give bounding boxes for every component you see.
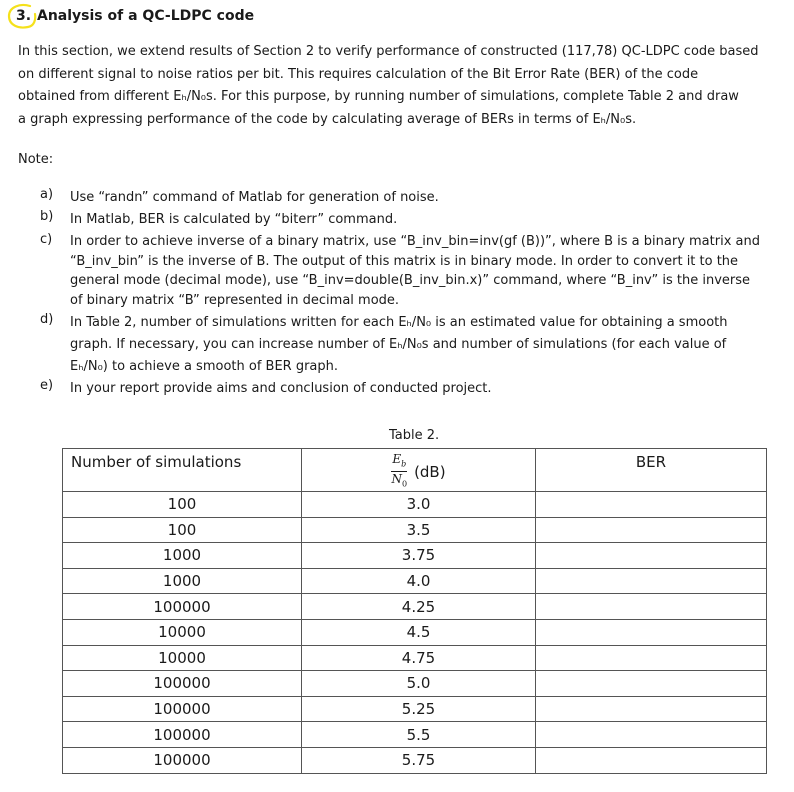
note-line: of binary matrix “B” represented in decimal mode. — [70, 292, 400, 308]
cell-simulations: 100 — [63, 492, 302, 518]
cell-ebno: 3.5 — [302, 517, 536, 543]
cell-ebno: 5.5 — [302, 722, 536, 748]
cell-ber[interactable] — [536, 619, 767, 645]
cell-ebno: 5.25 — [302, 696, 536, 722]
cell-ber[interactable] — [536, 671, 767, 697]
table-body — [63, 492, 767, 774]
note-label: Note: — [18, 152, 54, 167]
table-row — [63, 543, 767, 569]
ebno-fraction — [391, 453, 407, 491]
ebno-denominator — [391, 472, 407, 490]
cell-ebno: 3.75 — [302, 543, 536, 569]
note-line: In order to achieve inverse of a binary matrix, use “B_inv_bin=inv(gf (B))”, where B is a binary matrix and — [70, 234, 760, 249]
ebno-denominator-subscript: 0 — [402, 479, 408, 489]
ebno-denominator-symbol: N — [391, 472, 403, 487]
intro-line: on different signal to noise ratios per bit. This requires calculation of the Bit Error Rate (BER) of the code — [18, 66, 699, 82]
table-row — [63, 517, 767, 543]
note-line: “B_inv_bin” is the inverse of B. The output of this matrix is in binary mode. In order to convert it to the — [70, 253, 739, 269]
cell-ber[interactable] — [536, 696, 767, 722]
note-item-d — [40, 312, 770, 378]
ebno-numerator — [391, 453, 407, 472]
note-line: In your report provide aims and conclusion of conducted project. — [70, 381, 492, 396]
cell-simulations: 100 — [63, 517, 302, 543]
cell-ebno: 5.0 — [302, 671, 536, 697]
note-line: In Table 2, number of simulations written for each Eₕ/N₀ is an estimated value for obtaining a smooth — [70, 315, 728, 330]
table-caption: Table 2. — [389, 428, 440, 443]
intro-line: obtained from different Eₕ/N₀s. For this purpose, by running number of simulations, complete Table 2 and draw — [18, 89, 739, 104]
note-marker: a) — [40, 187, 54, 202]
cell-ebno: 4.0 — [302, 568, 536, 594]
intro-line: a graph expressing performance of the code by calculating average of BERs in terms of Eₕ/N₀s. — [18, 111, 637, 127]
note-marker: b) — [40, 209, 54, 224]
cell-ebno: 4.25 — [302, 594, 536, 620]
table-row — [63, 619, 767, 645]
cell-ber[interactable] — [536, 517, 767, 543]
note-marker: e) — [40, 378, 54, 393]
header-simulations: Number of simulations — [63, 449, 302, 492]
cell-ber[interactable] — [536, 543, 767, 569]
section-number: 3. — [16, 8, 32, 24]
table-row — [63, 492, 767, 518]
cell-simulations: 10000 — [63, 645, 302, 671]
table-row — [63, 568, 767, 594]
section-number-highlight — [6, 3, 38, 31]
cell-simulations: 100000 — [63, 747, 302, 773]
cell-ebno: 3.0 — [302, 492, 536, 518]
table-row — [63, 594, 767, 620]
cell-simulations: 1000 — [63, 568, 302, 594]
ebno-numerator-subscript: b — [401, 459, 407, 469]
notes-list — [40, 187, 770, 400]
cell-ebno: 4.5 — [302, 619, 536, 645]
cell-simulations: 100000 — [63, 722, 302, 748]
note-line: In Matlab, BER is calculated by “biterr” command. — [70, 212, 398, 227]
note-marker: c) — [40, 232, 53, 247]
note-line: general mode (decimal mode), use “B_inv=double(B_inv_bin.x)” command, where “B_inv” is the inverse — [70, 273, 751, 288]
header-ber: BER — [536, 449, 767, 492]
cell-ber[interactable] — [536, 722, 767, 748]
header-ebno — [302, 449, 536, 492]
note-item-b — [40, 209, 770, 231]
table-row — [63, 747, 767, 773]
cell-simulations: 100000 — [63, 594, 302, 620]
note-item-a — [40, 187, 770, 209]
cell-simulations: 100000 — [63, 671, 302, 697]
cell-ber[interactable] — [536, 594, 767, 620]
table-row — [63, 722, 767, 748]
cell-simulations: 10000 — [63, 619, 302, 645]
ebno-unit: (dB) — [414, 462, 446, 481]
cell-ebno: 4.75 — [302, 645, 536, 671]
table-row — [63, 671, 767, 697]
ebno-numerator-symbol: E — [392, 452, 402, 466]
cell-simulations: 1000 — [63, 543, 302, 569]
cell-ber[interactable] — [536, 492, 767, 518]
table-row — [63, 645, 767, 671]
section-title: Analysis of a QC-LDPC code — [37, 8, 255, 24]
intro-paragraph — [18, 41, 778, 131]
note-marker: d) — [40, 312, 54, 327]
table-header-row — [63, 449, 767, 492]
cell-ber[interactable] — [536, 645, 767, 671]
cell-simulations: 100000 — [63, 696, 302, 722]
note-line: graph. If necessary, you can increase number of Eₕ/N₀s and number of simulations (for each value of — [70, 337, 727, 352]
note-line: Use “randn” command of Matlab for generation of noise. — [70, 190, 439, 205]
cell-ebno: 5.75 — [302, 747, 536, 773]
cell-ber[interactable] — [536, 747, 767, 773]
results-table — [62, 448, 767, 774]
note-item-e — [40, 378, 770, 400]
table-row — [63, 696, 767, 722]
intro-line: In this section, we extend results of Section 2 to verify performance of constructed (117,78) QC-LDPC code based — [18, 44, 759, 59]
note-line: Eₕ/N₀) to achieve a smooth of BER graph. — [70, 359, 339, 374]
note-item-c — [40, 232, 770, 310]
cell-ber[interactable] — [536, 568, 767, 594]
